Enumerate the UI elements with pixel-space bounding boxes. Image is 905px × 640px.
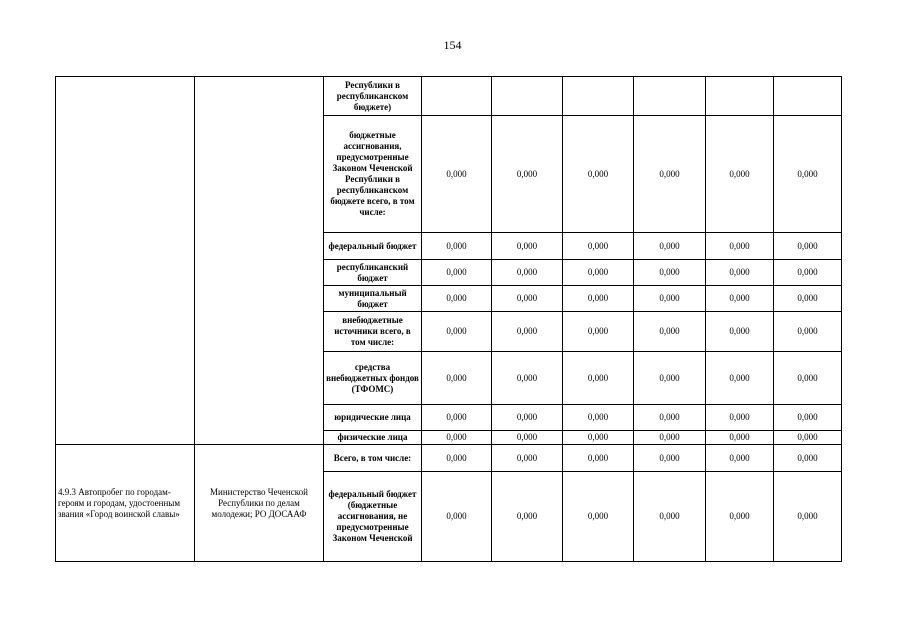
executor-cell-empty — [195, 77, 324, 445]
value-cell: 0,000 — [774, 405, 842, 431]
value-cell: 0,000 — [492, 445, 563, 472]
page-number: 154 — [443, 38, 462, 52]
value-cell: 0,000 — [634, 472, 706, 562]
value-cell: 0,000 — [563, 472, 634, 562]
value-cell: 0,000 — [422, 260, 492, 286]
category-cell: муниципальный бюджет — [324, 286, 422, 312]
table-row — [56, 77, 842, 116]
value-cell: 0,000 — [634, 116, 706, 233]
category-cell: бюджетные ассигнования, предусмотренные Законом Чеченской Республики в республиканском бюджете всего, в том числе: — [324, 116, 422, 233]
value-cell: 0,000 — [774, 445, 842, 472]
value-cell: 0,000 — [706, 286, 774, 312]
value-cell: 0,000 — [492, 116, 563, 233]
value-cell: 0,000 — [563, 286, 634, 312]
value-cell: 0,000 — [634, 431, 706, 445]
value-cell: 0,000 — [774, 472, 842, 562]
item-name-cell: 4.9.3 Автопробег по городам-героям и городам, удостоенным звания «Город воинской славы» — [56, 445, 195, 562]
item-cell-empty — [56, 77, 195, 445]
value-cell — [774, 77, 842, 116]
category-cell: юридические лица — [324, 405, 422, 431]
value-cell: 0,000 — [422, 405, 492, 431]
value-cell: 0,000 — [774, 312, 842, 352]
category-cell: Республики в республиканском бюджете) — [324, 77, 422, 116]
category-cell: федеральный бюджет — [324, 233, 422, 260]
value-cell: 0,000 — [774, 260, 842, 286]
category-cell: средства внебюджетных фондов (ТФОМС) — [324, 352, 422, 405]
value-cell — [634, 77, 706, 116]
category-cell: федеральный бюджет (бюджетные ассигнования, не предусмотренные Законом Чеченской — [324, 472, 422, 562]
value-cell: 0,000 — [563, 233, 634, 260]
value-cell: 0,000 — [774, 233, 842, 260]
value-cell: 0,000 — [706, 352, 774, 405]
value-cell: 0,000 — [634, 312, 706, 352]
value-cell: 0,000 — [774, 431, 842, 445]
executor-cell: Министерство Чеченской Республики по делам молодежи; РО ДОСААФ — [195, 445, 324, 562]
value-cell: 0,000 — [492, 431, 563, 445]
value-cell: 0,000 — [422, 312, 492, 352]
value-cell: 0,000 — [563, 352, 634, 405]
value-cell: 0,000 — [634, 260, 706, 286]
value-cell: 0,000 — [492, 233, 563, 260]
value-cell: 0,000 — [492, 472, 563, 562]
category-cell: внебюджетные источники всего, в том числе: — [324, 312, 422, 352]
value-cell: 0,000 — [706, 405, 774, 431]
value-cell: 0,000 — [706, 431, 774, 445]
value-cell: 0,000 — [422, 116, 492, 233]
value-cell: 0,000 — [706, 472, 774, 562]
value-cell: 0,000 — [634, 352, 706, 405]
value-cell: 0,000 — [492, 312, 563, 352]
value-cell: 0,000 — [706, 116, 774, 233]
value-cell: 0,000 — [563, 405, 634, 431]
value-cell: 0,000 — [422, 233, 492, 260]
category-cell: физические лица — [324, 431, 422, 445]
value-cell: 0,000 — [492, 352, 563, 405]
value-cell: 0,000 — [634, 286, 706, 312]
value-cell: 0,000 — [634, 233, 706, 260]
value-cell: 0,000 — [774, 286, 842, 312]
value-cell: 0,000 — [774, 352, 842, 405]
value-cell: 0,000 — [422, 445, 492, 472]
value-cell: 0,000 — [563, 260, 634, 286]
value-cell: 0,000 — [563, 312, 634, 352]
value-cell: 0,000 — [706, 312, 774, 352]
value-cell: 0,000 — [706, 445, 774, 472]
value-cell: 0,000 — [422, 286, 492, 312]
value-cell: 0,000 — [706, 260, 774, 286]
value-cell: 0,000 — [422, 431, 492, 445]
value-cell: 0,000 — [634, 445, 706, 472]
value-cell: 0,000 — [422, 472, 492, 562]
budget-table — [55, 76, 842, 562]
value-cell — [706, 77, 774, 116]
value-cell — [563, 77, 634, 116]
value-cell: 0,000 — [492, 260, 563, 286]
table-row — [56, 445, 842, 472]
value-cell: 0,000 — [563, 431, 634, 445]
category-cell: Всего, в том числе: — [324, 445, 422, 472]
value-cell: 0,000 — [422, 352, 492, 405]
value-cell: 0,000 — [492, 405, 563, 431]
value-cell — [492, 77, 563, 116]
value-cell: 0,000 — [706, 233, 774, 260]
value-cell — [422, 77, 492, 116]
value-cell: 0,000 — [634, 405, 706, 431]
value-cell: 0,000 — [563, 445, 634, 472]
category-cell: республиканский бюджет — [324, 260, 422, 286]
value-cell: 0,000 — [774, 116, 842, 233]
value-cell: 0,000 — [563, 116, 634, 233]
value-cell: 0,000 — [492, 286, 563, 312]
